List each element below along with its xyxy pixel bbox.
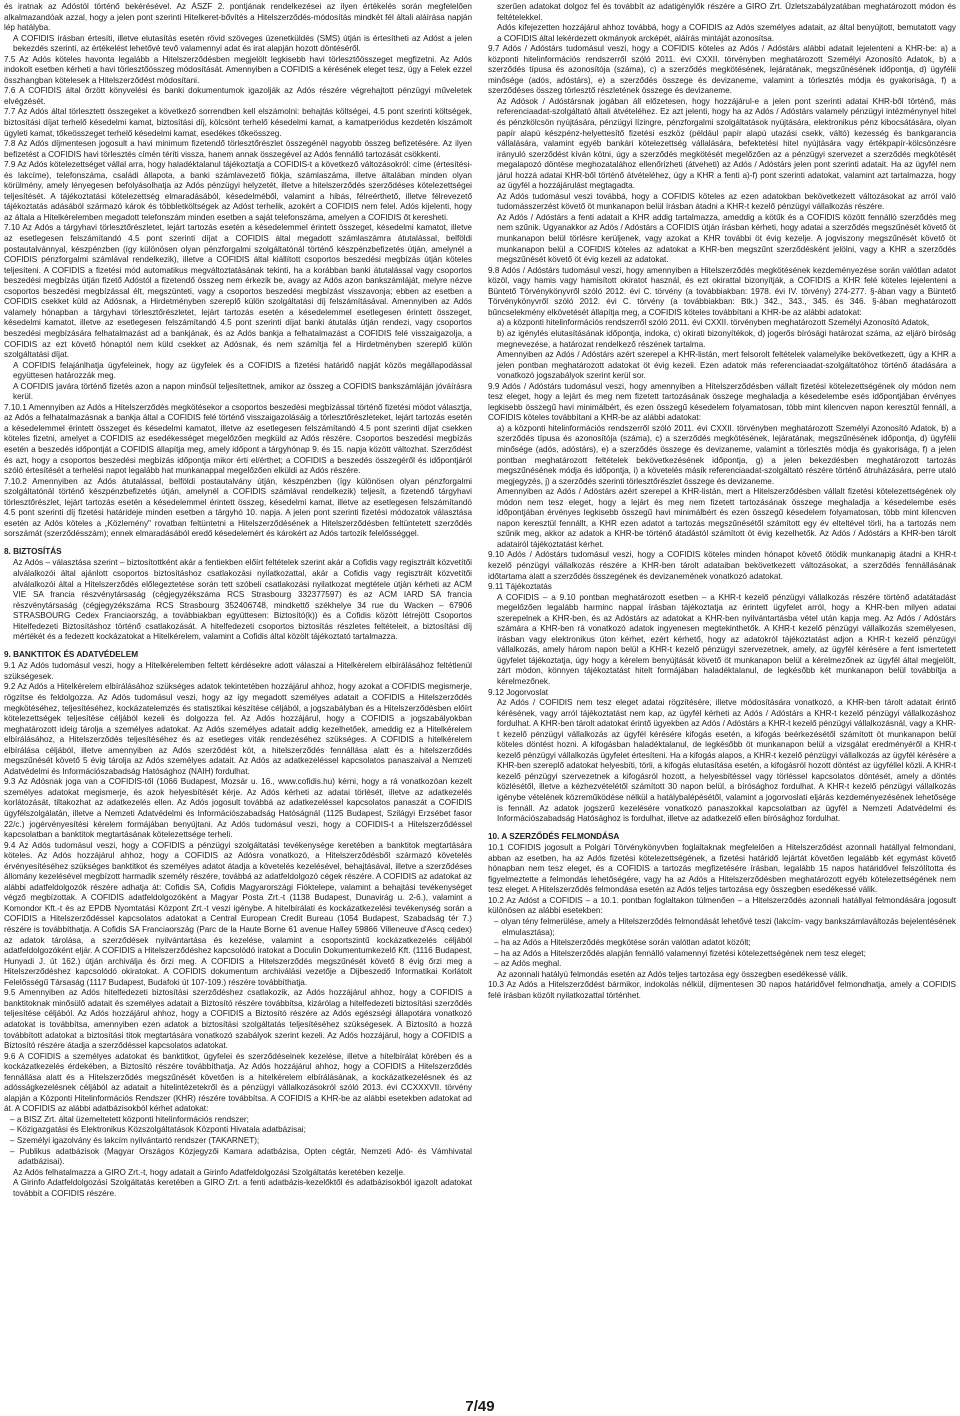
list-item-text: Közigazgatási és Elektronikus Közszolgáltatások Központi Hivatala adatbázisai;: [16, 1125, 306, 1135]
paragraph-intro-2: A COFIDIS írásban értesíti, illetve elutasítás esetén rövid szöveges üzenetküldés (SMS) útján is értesítheti az Adóst a jelen bekezdés szerinti, az értékelést lehetővé tevő valamennyi adat és irat alapján hozott döntéséről.: [13, 33, 472, 54]
list-item: – olyan tény felmerülése, amely a Hitelszerződés felmondását lehetővé teszi (lakcím- vagy bankszámlaváltozás bejelentésének elmulasztása);: [494, 917, 956, 937]
paragraph-girinfo-2: A Girinfo Adatfeldolgozási Szolgáltatás keretében a GIRO Zrt. a fenti adatbázis-kezelőktől és adatbázisokból igazolt adatokat továbbít a COFIDIS részére.: [13, 1178, 472, 1198]
paragraph-intro: és iratnak az Adóstól történő bekérésével. Az ÁSZF 2. pontjának rendelkezései az ilyen értékelés során megfelelően alkalmazandóak azzal, hogy a jelen pont szerinti Hitelkeret-bővítés a Hitelszerződés-módosítás mindkét fél általi aláírása napján lép hatályba.: [4, 2, 472, 33]
paragraph-9-12: Az Adós / COFIDIS nem tesz eleget adatai rögzítésére, illetve módosítására vonatkozó, a KHR-ben tárolt adatait érintő kérésének, vagy arról tájékoztatást nem kap, az ügyfél kérheti az Adós / Adóstárs a KHR-t kezelő pénzügyi vállalkozáshoz fordulhat. A KHR-ben tárolt adatokat érintő ügyekben az Adós / Adóstárs a KHR-t kezelő pénzügyi vállalkozásnál, vagy a KHR-t kezelő pénzügyi vállalkozás az ügyfél kérésére kifogás esetén, a kifogás beérkezésétől számított öt munkanapon belül köteles döntést hozni. A kifogásban haladéktalanul, de legkésőbb öt munkanapon belül a vizsgálat eredményéről a KHR-t kezelő pénzügyi vállalkozás ügyfelet értesíteni. Ha a kifogás alapos, a KHR-t kezelő pénzügyi vállalkozás az ügyfél kérésére a KHR-ben szereplő adatokat helyesbíti, törli, a kifogás elutasítása esetén, a kifogásról hozott döntést az ügyféllel közli. A KHR-t kezelő pénzügyi szervezetnek a kifogásról hozott, a helyesbítéssel vagy törléssel kapcsolatos döntését, amely a döntés közlésétől, illetve a kézhezvételétől számított 30 napon belül, a bírósághoz fordulhat. A KHR-t kezelő pénzügyi vállalkozás igénybe vételének közreműködése nélkül a hatálybalépésétől, valamint a jogorvoslati eljárás kezdeményezésének lehetősége is fennáll. Az adatok jogszerű kezelésére vonatkozó panaszokkal kapcsolatban az ügyfél a Nemzeti Adatvédelmi és Információszabadság Hatósághoz is fordulhat, illetve az adatkezelő ellen bírósághoz fordulhat.: [497, 698, 956, 824]
list-item-text: Publikus adatbázisok (Magyar Országos Közjegyzői Kamara adatbázisa, Opten cégtár, Nemzeti Adó- és Vámhivatal adatbázisai).: [18, 1146, 472, 1167]
list-item-text: Személyi igazolvány és lakcím nyilvántartó rendszer (TAKARNET);: [16, 1135, 260, 1145]
list-item-text: a BISZ Zrt. által üzemeltetett központi hitelinformációs rendszer;: [16, 1114, 249, 1124]
paragraph-9-9-b: Amennyiben az Adós / Adóstárs azért szerepel a KHR-listán, mert a Hitelszerződésben vállalt fizetési kötelezettségének oly módon nem tesz eleget, hogy a lejárt és meg nem fizetett tartozásának összege meghaladja a késedelembe esés időpontjában érvényes legkisebb összegű havi minimálbért és ezen összegű késedelem folyamatosan, több mint kilencven napon keresztül fennállt, a KHR ezen adatot a tartozás megszűnésétől számított egy év elteltével törli, ha a tartozás nem szűnik meg, akkor az adatok a KHR-be történő átadástól számított öt évig kezelhetők. Az Adós / Adóstárs a KHR-ben tárolt adatairól tájékoztatást kérhet.: [497, 487, 956, 549]
paragraph-continued-2: Adós kifejezetten hozzájárul ahhoz továbbá, hogy a COFIDIS az Adós személyes adatait, az által benyújtott, bemutatott vagy a COFIDIS által lekérdezett okmányok arcképét, aláírás mintáját azonosítsa.: [497, 23, 956, 43]
list-item: – az Adós meghal.: [494, 959, 562, 969]
page-number: 7/49: [465, 1398, 495, 1415]
list-item: – ha az Adós a Hitelszerződés megkötése során valótlan adatot közölt;: [494, 938, 751, 948]
document-page: [4, 2, 956, 1382]
section-heading-biztositas: 8. BIZTOSÍTÁS: [4, 546, 62, 556]
list-item: – Személyi igazolvány és lakcím nyilvántartó rendszer (TAKARNET);: [10, 1135, 260, 1145]
list-item: – a BISZ Zrt. által üzemeltetett központi hitelinformációs rendszer;: [10, 1114, 249, 1124]
paragraph-9-2: 9.2 Az Adós a Hitelkérelem elbírálásához szükséges adatok tekintetében hozzájárul ahhoz, hogy azokat a COFIDIS megismerje, rögzítse és feldolgozza. Az Adós tudomásul veszi, hogy az így megadott személyes adatait a COFIDIS a Hitelszerződés megkötéséhez, teljesítéséhez, kockázatelemzés és statisztikai készítése céljából, a jogszabályban és a Hitelszerződésben előírt kötelezettségek teljesítése céljából kezeli és dolgozza fel. Az Adós hozzájárul, hogy a COFIDIS a jogszabályokban meghatározott ideig tárolja a személyes adatokat. Az Adós személyes adatait addig kezelhetőek, ameddig ez a Hitelkérelem elbírálásához, a Hitelszerződés teljesítéséhez és az esetleges viták rendezéséhez szükséges. A COFIDIS a hitelkérelem elbírálása céljából, illetve amennyiben az Adós szerződést köt, a hitelszerződés fennállása alatt és a hitelszerződés megszűnését követő 5 évig tárolja az Adós személyes adatait. Az Adós az adatkezeléssel kapcsolatos panaszaival a Nemzeti Adatvédelmi és Információszabadság Hatósághoz (NAIH) fordulhat.: [4, 682, 472, 776]
paragraph-9-11-title: 9.11 Tájékoztatás: [488, 582, 552, 592]
paragraph-9-7-b: Az Adósok / Adóstársnak jogában áll előzetesen, hogy hozzájárul-e a jelen pont szerinti adatai KHR-ből történő, más referenciaadat-szolgáltató általi átvételéhez. Ez azt jelenti, hogy ha az Adós / Adóstárs valamely pénzügyi intézménynyel hitel és pénzkölcsön nyújtására, pénzügyi lízingre, pénzforgalmi szolgáltatások nyújtására, elektronikus pénz kibocsátására, olyan papír alapú készpénz-helyettesítő fizetési eszköz (például papír alapú utazási csekk, váltó) kezesség és bankgarancia vállalására, valamint egyéb bankári kötelezettség vállalására, befektetési hitel nyújtására vagy értékpapír-kölcsönzésre irányuló szerződést kíván kötni, úgy a szerződés megkötését megelőzően az a pénzügyi szervezet a szerződés megkötését megalapozó döntése meghozatalához ellenőrizheti (átveheti) az Adós / Adóstárs jelen pont szerinti adatait. Ha az ügyfél nem járul hozzá adatai KHR-ből történő átvételéhez, úgy a KHR a fenti a)-f) pont szerinti adatokat, valamint azt tartalmazza, hogy az ügyfél a hozzájárulást megtagadta.: [497, 96, 956, 191]
paragraph-continued: szerűen adatokat dolgoz fel és továbbít az adatigénylők részére a GIRO Zrt. Üzletszabályzatában meghatározott módon és feltételekkel.: [497, 2, 956, 22]
paragraph-9-8-a: a) a központi hitelinformációs rendszerről szóló 2011. évi CXXII. törvényben meghatározott Személyi Azonosító Adatok,: [497, 318, 930, 328]
paragraph-7-10-c: A COFIDIS javára történő fizetés azon a napon minősül teljesítettnek, amikor az összeg a COFIDIS bankszámláján jóváírásra kerül.: [13, 381, 472, 402]
paragraph-9-7-d: Az Adós / Adóstárs a fenti adatait a KHR addig tartalmazza, ameddig a kötűk és a COFIDIS között fennálló szerződés meg nem szűnik. Ugyanakkor az Adós / Adóstárs a COFIDIS útján írásban kérheti, hogy adatai a szerződés megszűnését követő öt munkanapon belül törlésre kerüljenek, vagy azokat a KHR további öt évig kezelje. A jogviszony megszűnését követő öt munkanapon belül a COFIDIS köteles az adatokat a KHR-ben megszűnt szerződésként jelölni, vagy a KHR a szerződés megszűnését követő öt évig kezeli az adatokat.: [497, 212, 956, 265]
paragraph-7-10-b: A COFIDIS felajánlhatja ügyfeleinek, hogy az ügyfelek és a COFIDIS a fizetési határidő napját közös megállapodással együttesen határozzák meg.: [13, 360, 472, 381]
paragraph-9-9-a: a) a központi hitelinformációs rendszerről szóló 2011. évi CXXII. törvényben meghatározott Személyi Azonosító Adatok, b) a szerződés típusa és azonosítója (száma), c) a szerződés megkötésének, lejáratának, megszűnésének időpontja, d) ügyfélii minősége (adós, adóstárs), e) a szerződés összege és devizaneme, valamint a törlesztés módja és gyakorisága, f) a jelen pontban meghatározott feltételek bekövetkezésének időpontja, g) a jelen bekezdésben meghatározott tartozás megszűnésének módja és időpontja, i) a követelés másik referenciaadat-szolgáltató részére történő átruházására, perre utaló megjegyzés, j) a szerződés szerinti törlesztőrészlet összege és devizaneme.: [497, 423, 956, 486]
paragraph-9-1: 9.1 Az Adós tudomásul veszi, hogy a Hitelkérelemben feltett kérdésekre adott válaszai a Hitelkérelem elbírálásához feltétlenül szükségesek.: [4, 661, 472, 681]
paragraph-7-10-2: 7.10.2 Amennyiben az Adós átutalással, belföldi postautalvány útján, készpénzben (így különösen olyan pénzforgalmi szolgáltatónál történő készpénzbefizetés útján, amelynél a COFIDIS számlával rendelkezik) teljesít, a fizetendő tárgyhavi törlesztőrészlet, lejárt tartozás esetén a késedelemmel érintett összeg, késedelmi kamat, illetve az esetlegesen felszámítandó 4.5 pont szerinti díj fizetési határideje minden esetben a tárgyhó 10. napja. A jelen pont szerinti fizetési módozatok választása esetén az Adós köteles a „Közlemény" rovatban feltüntetni a Hitelszerződésének a Hitelszerződésben feltüntetett szerződés sorszámát (szerződésszám); ennek elmaradásából eredő késedelemért és károkért az Adós tartozik felelősséggel.: [4, 476, 472, 539]
paragraph-10-2-b: Az azonnali hatályú felmondás esetén az Adós teljes tartozása egy összegben esedékessé válik.: [497, 969, 848, 979]
paragraph-9-4: 9.4 Az Adós tudomásul veszi, hogy a COFIDIS a pénzügyi szolgáltatási tevékenysége keretében a banktitok megtartására köteles. Az Adós hozzájárul ahhoz, hogy a COFIDIS az Adósra vonatkozó, a Hitelszerződésből származó követelés érvényesítéséhez szükséges banktitkot és személyes adatot átadja a követelés kezelésével, behajtásával, illetve a szerződéses állomány kezelésével megbízott harmadik személy részére, továbbá az adatfeldolgozó cégek részére. A COFIDIS az adatokat az alábbi adatfeldolgozók részére adhatja át: Cofidis SA, Cofidis Magyarországi Fióktelepe, valamint a behajtási tevékenységet végző megbízottak. A COFIDIS adatfeldolgozóként a Magyar Posta Zrt.-t (1138 Budapest, Dunavirág u. 2-6.), valamint a Komondor Kft.-t és az EPDB Nyomtatási Központ Zrt.-t veszi igénybe. A hitelbírálati és kockázatkezelési tevékenység során a COFIDIS a Hitelszerződéssel kapcsolatos adatokat a Central European Credit Bureau (1054 Budapest, Szabadság tér 7.) részére is továbbíthatja. A Cofidis SA Franciaország (Parc de la Haute Borne 61 avenue Halley 59866 Villeneuve d'Ascq cedex) az adatok tárolása, a szerződések nyilvántartása és kezelése, valamint a csoportszintű kockázatkezelés céljából adatfeldolgozóként eljár. A COFIDIS a Hitelszerződéshez kapcsolódó iratokat a Doculin Dokumentumkezelő Kft. (1116 Budapest, Hunyadi J. út 162.) útján archiválja és őrzi meg. A COFIDIS a Hitelszerződés megszűnését követő 8 évig őrzi meg a Hitelszerződéshez kapcsolódó okiratokat. A COFIDIS dokumentum archiválási vezetője a Dijbeszedő Informatikai Korlátolt Felelősségű Társaság (1117 Budapest, Budafoki út 107-109.) részére továbbíthatja.: [4, 840, 472, 987]
paragraph-9-6: 9.6 A COFIDIS a személyes adatokat és banktitkot, ügyfelei és szerződéseinek kezelése, illetve a hitelbírálat körében és a kockázatkezelés érdekében, a Biztosító részére továbbíthatja. Az Adós hozzájárul ahhoz, hogy a COFIDIS a Hitelszerződés fennállása alatt és a Hitelszerződés megszűnését követően is a hitelkérelem elbírálásának, a kockázatkezelésnek és az adósságkezelésnek céljából az adatait a hitelintézetekről és a pénzügyi vállalkozásokról szóló 2013. évi CCXXXVII. törvény alapján a Központi Hitelinformációs Rendszer (KHR) részére továbbítsa. A COFIDIS a KHR-be az alábbi esetekben adatokat ad át. A COFIDIS az alábbi adatbázisokból kérhet adatokat:: [4, 1051, 472, 1114]
paragraph-9-8-c: Amennyiben az Adós / Adóstárs azért szerepel a KHR-listán, mert felsorolt feltételek valamelyike bekövetkezett, úgy a KHR a jelen pontban meghatározott adatokat öt évig kezeli. Ezen adatok más referenciaadat-szolgáltatóhoz történő átadására a vonatkozó jogszabályok szerint kerül sor.: [497, 350, 956, 381]
paragraph-7-6: 7.6 A COFIDIS által őrzött könyvelési és banki dokumentumok igazolják az Adós részére végrehajtott pénzügyi műveletek elvégzését.: [4, 86, 472, 106]
paragraph-7-5: 7.5 Az Adós köteles havonta legalább a Hitelszerződésben megjelölt legkisebb havi törlesztőösszeget megfizetni. Az Adós indokolt esetben kérheti a havi törlesztőösszeg módosítását. Amennyiben a COFIDIS a kérésének eleget tesz, úgy a Felek ezzel összhangban kötelesek a Hitelszerződést módosítani.: [4, 54, 472, 85]
paragraph-7-10: 7.10 Az Adós a tárgyhavi törlesztőrészletet, lejárt tartozás esetén a késedelemmel érintett összeget, késedelmi kamatot, illetve az esetlegesen felszámítandó 4.5 pont szerinti díjat a COFIDIS által megadott számlaszámra átutalással, belföldi postautalvánnyal, készpénzben (így különösen olyan pénzforgalmi szolgáltatónál történő készpénzbefizetés útján, amelynél a COFIDIS pénzforgalmi számlával rendelkezik), illetve a COFIDIS által kiállított csoportos beszedési megbízás útján köteles teljesíteni. A COFIDIS a fizetési mód automatikus megváltoztatásának tekinti, ha a korábban banki átutalással vagy csoportos beszedési megbízás útján fizető Adóstól a fizetendő összeg nem érkezik be, avagy az Adós azon bankszámláját, melyre nézve csoportos beszedési megbízással élt, megszünteti, vagy a csoportos beszedési megbízást visszavonja; ebben az esetben a COFIDIS csekket küld az Adósnak, a Hirdetményben szereplő külön szolgáltatási díj felszámításával. Amennyiben az Adós valamely hónapban a tárgyhavi törlesztőrészletet, lejárt tartozás esetén a késedelemmel esetlegesen érintett összeget, késedelmi kamatot, illetve az esetlegesen felszámítandó 4.5 pont szerinti díjat banki átutalás útján rendezi, vagy csoportos beszedési megbízására felhatalmazást ad a bankjának, és az Adós bankja a felhatalmazást a COFIDIS felé visszaigazolja, a COFIDIS az ezt követő hónaptól nem küld csekket az Adósnak, és nem számítja fel a Hirdetményben szereplő külön szolgáltatási díjat.: [4, 223, 472, 360]
paragraph-9-8: 9.8 Adós / Adóstárs tudomásul veszi, hogy amennyiben a Hitelszerződés megkötésének kezdeményezése során valótlan adatot közöl, vagy hamis vagy hamisított okiratot használ, és ezt okirattal bizonyítják, a COFIDIS a KHR felé köteles lejelenteni a Büntető Törvénykönyvről szóló 2012. évi C. törvény (a továbbiakban: 1978. évi IV. törvény) 274-277. §-ában vagy a Büntető Törvénykönyvről szóló 2012. évi C. törvény (a továbbiakban: Btk.) 342., 343., 345. és 346. §-ában meghatározott bűncselekmény elkövetését állapítja meg, a COFIDIS köteles továbbítani a KHR-be az alábbi adatokat:: [488, 265, 956, 317]
paragraph-9-9: 9.9 Adós / Adóstárs tudomásul veszi, hogy amennyiben a Hitelszerződésben vállalt fizetési kötelezettségének oly módon nem tesz eleget, hogy a lejárt és meg nem fizetett tartozásának összege meghaladja a késedelembe esés időpontjában érvényes legkisebb összegű havi minimálbért, és ezen összegű késedelem folyamatosan, több mint kilencven napon keresztül fennáll, a COFIDIS köteles továbbítani a KHR-be az alábbi adatokat:: [488, 381, 956, 423]
section-heading-felmondas: 10. A SZERZŐDÉS FELMONDÁSA: [488, 831, 620, 841]
right-column: [488, 2, 956, 1382]
paragraph-7-7: 7.7 Az Adós által törlesztett összegeket a következő sorrendben kell elszámolni: behajtás költségei, 4.5 pont szerinti költségek, biztosítási díjat terhelő késedelmi kamat, biztosítási díj, kölcsönt terhelő késedelmi kamat, a kamatperiódus kezdetén kiszámolt ügyleti kamat, tőkeösszeget terhelő késedelmi kamat, esedékes tőkeösszeg.: [4, 107, 472, 138]
section-heading-banktitok: 9. BANKTITOK ÉS ADATVÉDELEM: [4, 649, 139, 659]
list-item: – Közigazgatási és Elektronikus Közszolgáltatások Központi Hivatala adatbázisai;: [10, 1125, 306, 1135]
paragraph-9-7-c: Az Adós tudomásul veszi továbbá, hogy a COFIDIS köteles az ezen adatokban bekövetkezett változásokat az arról való tudomásszerzést követő öt munkanapon belül írásban átadni a KHR-t kezelő pénzügyi vállalkozás részére.: [497, 191, 956, 212]
paragraph-7-9: 7.9 Az Adós kötelezettséget vállal arra, hogy haladéktalanul tájékoztatja a COFIDIS-t a következő változásokról: címe (értesítési- és lakcíme), telefonszáma, családi állapota, a banki számlavezető fiókja, számlaszáma, illetve általában minden olyan körülmény, amely lényegesen befolyásolhatja az Adós pénzügyi helyzetét, illetve a hitelszerződés szerződéses kötelezettségei teljesítését. A tájékoztatási kötelezettség elmaradásából, késedelméből, valamint a hibás, félreérthető, illetve félrevezető tájékoztatás adásából származó károk és többletköltségek az Adóst terhelik, azokért a COFIDIS nem felel. Adós kijelenti, hogy az általa a Hitelkérelemben megadott telefonszám minden esetben a saját telefonszáma, amelyen a COFIDIS őt keresheti.: [4, 160, 472, 222]
list-item: – ha az Adós a Hitelszerződés alapján fennálló valamennyi fizetési kötelezettségének nem tesz eleget;: [494, 948, 866, 958]
list-item-text: olyan tény felmerülése, amely a Hitelszerződés felmondását lehetővé teszi (lakcím- vagy bankszámlaváltozás bejelentésének elmulasztása);: [500, 917, 956, 937]
paragraph-girinfo: Az Adós felhatalmazza a GIRO Zrt.-t, hogy adatait a Girinfo Adatfeldolgozási Szolgáltatás keretében kezelje.: [13, 1167, 406, 1177]
paragraph-9-5: 9.5 Amennyiben az Adós hitelfedezeti biztosítási szerződéshez csatlakozik, az Adós hozzájárul ahhoz, hogy a COFIDIS a banktitoknak minősülő adatait és személyes adatait a Biztosító részére továbbítsa, kizárólag a hitelfedezeti biztosítási szerződés teljesítése céljából. Az Adós hozzájárul ahhoz, hogy a COFIDIS a Biztosító részére az Adós egészségi állapotára vonatkozó adatokat is továbbítsa, amennyiben ezen adatok a biztosítási szolgáltatás teljesítéséhez szükségesek. A Biztosító a hozzá továbbított adatokat a biztosítási titok megtartására vonatkozó szabályok szerint kezeli. Az Adós hozzájárul, hogy a COFIDIS a Biztosító részére átadja a szerződéssel kapcsolatos adatokat.: [4, 988, 472, 1051]
paragraph-9-10: 9.10 Adós / Adóstárs tudomásul veszi, hogy a COFIDIS köteles minden hónapot követő ötödik munkanapig átadni a KHR-t kezelő pénzügyi vállalkozás részére a KHR-ben tárolt adataiban bekövetkezett változásokat, a szerződés fennállásának időtartama alatt a szerződés összegének és devizanemének vonatkozó adatokat.: [488, 550, 956, 581]
paragraph-9-12-title: 9.12 Jogorvoslat: [488, 687, 549, 697]
paragraph-9-7: 9.7 Adós / Adóstárs tudomásul veszi, hogy a COFIDIS köteles az Adós / Adóstárs alábbi adatait lejelenteni a KHR-be: a) a központi hitelinformációs rendszerről szóló 2011. évi CXXII. törvényben meghatározott Személyi Azonosító Adatok, b) a szerződés típusa és azonosítója (száma), c) a szerződés megkötésének, lejáratának, megszűnésének időpontja, d) ügyfélii minősége (adós, adóstárs), e) a szerződés összege és devizaneme, valamint a törlesztés módja és gyakorisága, f) a szerződéses összeg törlesztő részletének összege és devizaneme.: [488, 44, 956, 96]
paragraph-9-8-b: b) az igénylés elutasításának időpontja, indoka, c) okirati bizonyítékok, d) jogerős bírósági határozat száma, az eljáró bíróság megnevezése, a határozat rendelkező részének tartalma.: [497, 328, 956, 349]
list-item-text: ha az Adós a Hitelszerződés megkötése során valótlan adatot közölt;: [500, 938, 751, 948]
list-item-text: ha az Adós a Hitelszerződés alapján fennálló valamennyi fizetési kötelezettségének nem tesz eleget;: [500, 948, 866, 958]
paragraph-8: Az Adós – választása szerint – biztosítottként akár a fentiekben előírt feltételek szerint akár a Cofidis vagy regisztrált közvetítői alválalkozói által ajánlott csoportos biztosításhoz csatlakozási nyilatkozattal, akár a Cofidis vagy regisztrált közvetítői alválalkozói által a Hitelszerződés előlegeztetése során tett szóbeli csatlakozási nyilatkozat megtétele útján kérheti az ACM VIE SA francia részvénytársaság (cégjegyzékszáma RCS Strasbourg 332377597) és az ACM IARD SA francia részvénytársaság (cégjegyzékszáma RCS Strasbourg 352406748, mindkettő székhelye 34 rue du Wacken – 67906 STRASBOURG Cedex Franciaország, a továbbiakban együttesen: Biztosító(k)) és a Cofidis között létrejött Csoportos Hitelfedezeti Biztosításhoz történő csatlakozását. A hitelfedezeti csoportos biztosítás részletes feltételeit, a biztosítási díj mértékét és a fedezett kockázatokat a Hitelkérelem, valamint a Cofidis által közölt tájékoztató tartalmazza.: [13, 558, 472, 642]
paragraph-10-2: 10.2 Az Adóst a COFIDIS – a 10.1. pontban foglaltakon túlmenően – a Hitelszerződés azonnali hatállyal felmondására jogosult különösen az alábbi esetekben:: [488, 895, 956, 916]
paragraph-7-8: 7.8 Az Adós díjmentesen jogosult a havi minimum fizetendő törlesztőrészlet összegénél nagyobb összeg befizetésére. Az ilyen befizetést a COFIDIS havi törlesztés címén téríti vissza, hanem annak összegével az Adós fennálló tartozását csökkenti.: [4, 139, 472, 159]
left-column: [4, 2, 472, 1382]
list-item-text: az Adós meghal.: [500, 959, 562, 969]
paragraph-9-3: 9.3 Az Adósnak joga van a COFIDIS-től (1066 Budapest, Mozsár u. 16., www.cofidis.hu) kérni, hogy a rá vonatkozóan kezelt személyes adatokat megismerje, és azok helyesbítését kérje. Az Adós kérheti az adatai törlését, illetve az adatkezelés korlátozását, tiltakozhat az adatkezelés ellen. Az Adós jogosult továbbá az adatkezeléssel kapcsolatos panaszát a COFIDIS ügyfélszolgálatán, illetve a Nemzeti Adatvédelmi és Információszabadság Hatóságnál (1125 Budapest, Szilágyi Erzsébet fasor 22/c.) jogérvényesítési kérelem formájában benyújtani. Az Adós tudomásul veszi, hogy a COFIDIS-t a Hitelszerződéssel kapcsolatban a banktitok megtartásának kötelezettsége terheli.: [4, 777, 472, 840]
paragraph-10-3: 10.3 Az Adós a Hitelszerződést bármikor, indokolás nélkül, díjmentesen 30 napos határidővel felmondhatja, amely a COFIDIS felé írásban közölt nyilatkozattal történhet.: [488, 980, 956, 1000]
paragraph-9-11: A COFIDIS – a 9.10 pontban meghatározott esetben – a KHR-t kezelő pénzügyi vállalkozás részére történő adatátadást megelőzően legalább harminc nappal írásban tájékoztatja az érintett ügyfelet arról, hogy a KHR-ben milyen adatai szerepelnek a KHR-ben, és az Adóstárs az adatokat a KHR-ben nyilvántartásba vétel után kapja meg. Az Adós / Adóstárs számára a KHR-ben rá vonatkozó adatok ingyenesen megtekinthetők. A KHR-t kezelő pénzügyi vállalkozás személyesen, írásban vagy elektronikus úton kérhet, ezért kérhető, hogy az adatokról tájékoztatást adjon a KHR-t kezelő pénzügyi vállalkozás, amely három napon belül a KHR-t kezelő pénzügyi szervezetnek, amely, az ügyfél kérésére a fent ismertetett ügyfelet tájékoztatja, úgy hogy a kérelem benyújtását követő öt munkanapon belül a kérelmezőnek az ügyfél által megjelölt, zárt módon, könnyen tájékoztatást hitelt formájában haladéktalanul, de legkésőbb két munkanapon belül továbbítja a kérelmezőnek.: [497, 592, 956, 686]
paragraph-10-1: 10.1 COFIDIS jogosult a Polgári Törvénykönyvben foglaltaknak megfelelően a Hitelszerződést azonnali hatállyal felmondani, abban az esetben, ha az Adós fizetési kötelezettségének, a fizetési határidő lejártát követően legalább két egymást követő hónapban nem tesz eleget, és a COFIDIS a tartozás megfizetésére írásban, legalább 15 napos határidővel felszólította és figyelmeztette a felmondás lehetőségére, vagy ha az Adós a Hitelszerződésben meghatározott egyéb kötelezettségének nem tesz eleget. A Hitelszerződés felmondása esetén az Adós teljes tartozása egy összegben esedékessé válik.: [488, 843, 956, 895]
list-item: – Publikus adatbázisok (Magyar Országos Közjegyzői Kamara adatbázisa, Opten cégtár, Nemzeti Adó- és Vámhivatal adatbázisai).: [10, 1146, 472, 1167]
paragraph-7-10-1: 7.10.1 Amennyiben az Adós a Hitelszerződés megkötésekor a csoportos beszedési megbízással történő fizetési módot választja, az Adós a felhatalmazásnak a bankja által a COFIDIS felé történő visszaigazolásáig a törlesztőrészleteket, lejárt tartozás esetén a késedelemmel érintett összeget és késedelmi kamatot, illetve az esetlegesen felszámítandó 4.5 pont szerinti díjat csekken köteles fizetni, amelyet a COFIDIS az esedékességet megelőzően megküld az Adós részére. Csoportos beszedési megbízás esetén a beszedés időpontját a COFIDIS állapítja meg, amely időpont a tárgyhónap 9. és 15. napja között változhat. Szerződést és azt, hogy a csoportos beszedési megbízás időpontja mikor érti el/érthet; a COFIDIS a beszedés összegéről és időpontjáról szóló értesítését a terhelési napot legalább hat munkanappal megelőzően elküldi az Adós részére.: [4, 402, 472, 476]
